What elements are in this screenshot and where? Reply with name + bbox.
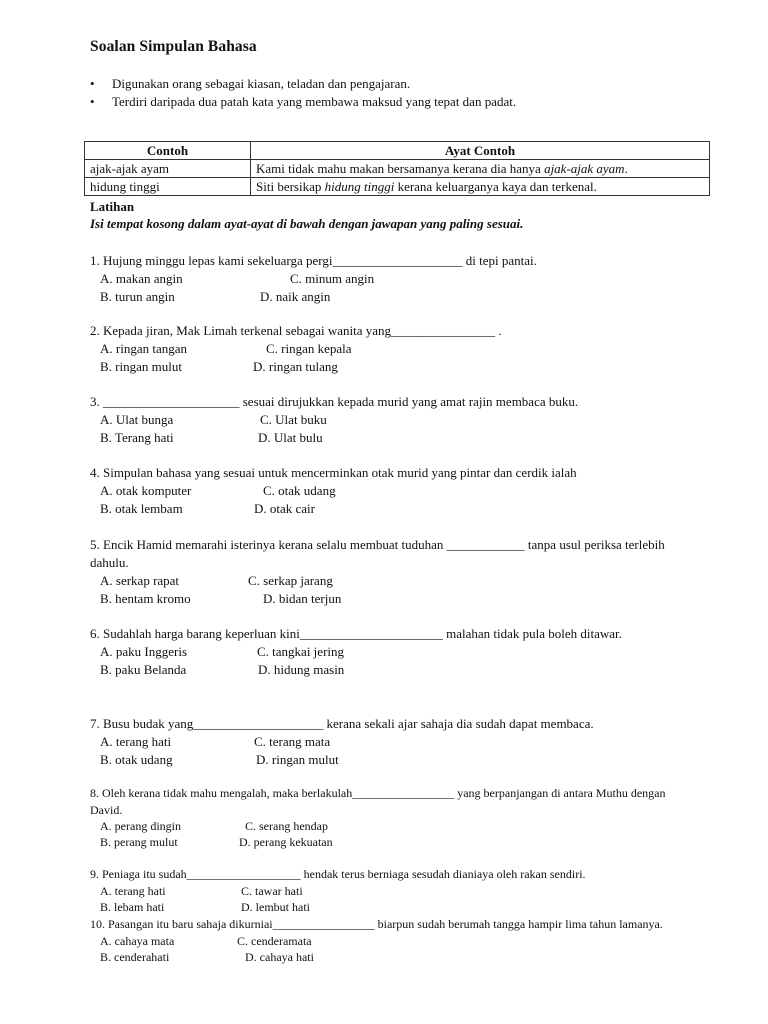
- option-c: C. tawar hati: [241, 883, 303, 898]
- option-a: A. terang hati: [100, 734, 172, 749]
- instruction-text: Isi tempat kosong dalam ayat-ayat di bawah dengan jawapan yang paling sesuai.: [90, 216, 524, 231]
- notes-list: [90, 75, 516, 111]
- option-c: C. minum angin: [290, 271, 375, 286]
- column-header: Ayat Contoh: [251, 142, 710, 160]
- option-c: C. cenderamata: [237, 933, 312, 948]
- table-row: [85, 160, 710, 178]
- option-a: A. terang hati: [100, 883, 166, 898]
- question-2: [90, 322, 680, 376]
- option-a: A. otak komputer: [100, 483, 192, 498]
- option-d: D. ringan mulut: [256, 752, 339, 767]
- option-a: A. paku Inggeris: [100, 644, 188, 659]
- question-4: [90, 464, 680, 518]
- table-header-row: [85, 142, 710, 160]
- option-d: D. naik angin: [260, 289, 331, 304]
- option-d: D. ringan tulang: [253, 359, 338, 374]
- table-cell: Siti bersikap hidung tinggi kerana keluarganya kaya dan terkenal.: [251, 178, 710, 196]
- question-stem: 8. Oleh kerana tidak mahu mengalah, maka berlakulah_________________ yang berpanjangan di antara Muthu dengan David.: [90, 786, 666, 817]
- question-7: [90, 715, 680, 769]
- option-b: B. otak lembam: [100, 501, 183, 516]
- question-stem: 5. Encik Hamid memarahi isterinya kerana selalu membuat tuduhan ____________ tanpa usul periksa terlebih dahulu.: [90, 537, 665, 570]
- option-d: D. hidung masin: [258, 662, 345, 677]
- option-c: C. terang mata: [254, 734, 331, 749]
- table-cell: Kami tidak mahu makan bersamanya kerana dia hanya ajak-ajak ayam.: [251, 160, 710, 178]
- question-stem: 10. Pasangan itu baru sahaja dikurniai_________________ biarpun sudah berumah tangga hampir lima tahun lamanya.: [90, 917, 663, 931]
- question-stem: 4. Simpulan bahasa yang sesuai untuk mencerminkan otak murid yang pintar dan cerdik ialah: [90, 465, 577, 480]
- option-a: A. serkap rapat: [100, 573, 180, 588]
- option-c: C. tangkai jering: [257, 644, 345, 659]
- column-header: Contoh: [85, 142, 251, 160]
- option-c: C. otak udang: [263, 483, 336, 498]
- option-b: B. Terang hati: [100, 430, 174, 445]
- page-title: Soalan Simpulan Bahasa: [90, 38, 257, 55]
- option-d: D. otak cair: [254, 501, 316, 516]
- table-row: [85, 178, 710, 196]
- example-table: [84, 141, 710, 196]
- table-cell: hidung tinggi: [85, 178, 251, 196]
- option-a: A. makan angin: [100, 271, 183, 286]
- question-stem: 3. _____________________ sesuai dirujukkan kepada murid yang amat rajin membaca buku.: [90, 394, 579, 409]
- option-a: A. cahaya mata: [100, 933, 175, 948]
- bullet-icon: •: [90, 94, 95, 109]
- question-stem: 6. Sudahlah harga barang keperluan kini______________________ malahan tidak pula boleh ditawar.: [90, 626, 622, 641]
- option-c: C. serang hendap: [245, 819, 328, 833]
- option-c: C. ringan kepala: [266, 341, 352, 356]
- note-item: • Terdiri daripada dua patah kata yang membawa maksud yang tepat dan padat.: [90, 94, 517, 109]
- bullet-icon: •: [90, 76, 95, 91]
- question-stem: 2. Kepada jiran, Mak Limah terkenal sebagai wanita yang________________ .: [90, 323, 502, 338]
- note-item: • Digunakan orang sebagai kiasan, teladan dan pengajaran.: [90, 76, 411, 91]
- question-9: [90, 866, 680, 915]
- option-b: B. ringan mulut: [100, 359, 182, 374]
- question-stem: 1. Hujung minggu lepas kami sekeluarga pergi____________________ di tepi pantai.: [90, 253, 537, 268]
- question-8: [90, 785, 680, 850]
- option-c: C. serkap jarang: [248, 573, 333, 588]
- option-a: A. ringan tangan: [100, 341, 188, 356]
- option-d: D. cahaya hati: [245, 949, 314, 964]
- option-b: B. paku Belanda: [100, 662, 187, 677]
- option-a: A. perang dingin: [100, 819, 181, 833]
- option-a: A. Ulat bunga: [100, 412, 174, 427]
- option-b: B. turun angin: [100, 289, 175, 304]
- question-10: [90, 916, 680, 965]
- section-heading: Latihan: [90, 199, 135, 214]
- option-b: B. perang mulut: [100, 835, 178, 849]
- option-b: B. hentam kromo: [100, 591, 191, 606]
- question-6: [90, 625, 680, 679]
- option-d: D. lembut hati: [241, 899, 310, 914]
- table-cell: ajak-ajak ayam: [85, 160, 251, 178]
- option-b: B. cenderahati: [100, 949, 170, 964]
- option-b: B. otak udang: [100, 752, 173, 767]
- option-d: D. Ulat bulu: [258, 430, 323, 445]
- option-d: D. bidan terjun: [263, 591, 342, 606]
- question-5: [90, 536, 680, 608]
- option-b: B. lebam hati: [100, 899, 165, 914]
- question-stem: 9. Peniaga itu sudah___________________ hendak terus berniaga sesudah dianiaya oleh rakan sendiri.: [90, 867, 586, 881]
- question-3: [90, 393, 680, 447]
- option-c: C. Ulat buku: [260, 412, 327, 427]
- question-stem: 7. Busu budak yang____________________ kerana sekali ajar sahaja dia sudah dapat membaca.: [90, 716, 594, 731]
- option-d: D. perang kekuatan: [239, 835, 333, 849]
- question-1: [90, 252, 680, 306]
